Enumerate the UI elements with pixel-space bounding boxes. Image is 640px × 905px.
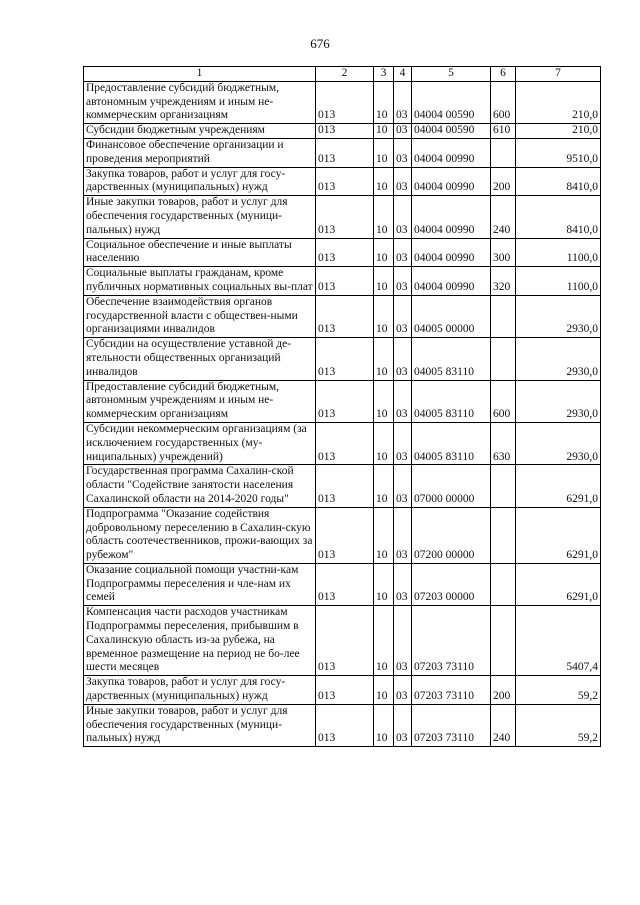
subsection-cell: 03 [394,606,412,676]
expense-type-cell [491,138,516,167]
subsection-cell: 03 [394,267,412,296]
target-article-cell: 07203 73110 [412,606,491,676]
row-name-cell: Финансовое обеспечение организации и проведения мероприятий [84,138,316,167]
column-header: 7 [516,67,601,82]
section-cell: 10 [374,81,394,123]
amount-cell: 2930,0 [516,338,601,380]
admin-code-cell: 013 [316,295,374,337]
target-article-cell: 04005 00000 [412,295,491,337]
target-article-cell: 07203 73110 [412,676,491,705]
target-article-cell: 04005 83110 [412,338,491,380]
column-header: 4 [394,67,412,82]
subsection-cell: 03 [394,196,412,238]
amount-cell: 59,2 [516,676,601,705]
amount-cell: 1100,0 [516,267,601,296]
section-cell: 10 [374,422,394,464]
target-article-cell: 04004 00990 [412,267,491,296]
section-cell: 10 [374,704,394,746]
section-cell: 10 [374,338,394,380]
row-name-cell: Закупка товаров, работ и услуг для госу-дарственных (муниципальных) нужд [84,676,316,705]
subsection-cell: 03 [394,338,412,380]
target-article-cell: 04004 00990 [412,138,491,167]
section-cell: 10 [374,138,394,167]
expense-type-cell: 600 [491,380,516,422]
subsection-cell: 03 [394,124,412,139]
expense-type-cell: 300 [491,238,516,267]
amount-cell: 210,0 [516,81,601,123]
expense-type-cell [491,606,516,676]
admin-code-cell: 013 [316,196,374,238]
row-name-cell: Предоставление субсидий бюджетным, автономным учреждениям и иным не-коммерческим организациям [84,81,316,123]
admin-code-cell: 013 [316,81,374,123]
subsection-cell: 03 [394,380,412,422]
table-row [84,81,601,123]
expense-type-cell [491,338,516,380]
section-cell: 10 [374,238,394,267]
expense-type-cell: 630 [491,422,516,464]
table-row [84,338,601,380]
target-article-cell: 04004 00990 [412,238,491,267]
expense-type-cell [491,295,516,337]
amount-cell: 8410,0 [516,167,601,196]
table-row [84,138,601,167]
amount-cell: 2930,0 [516,380,601,422]
row-name-cell: Социальное обеспечение и иные выплаты населению [84,238,316,267]
row-name-cell: Закупка товаров, работ и услуг для госу-дарственных (муниципальных) нужд [84,167,316,196]
admin-code-cell: 013 [316,124,374,139]
row-name-cell: Субсидии на осуществление уставной де-ятельности общественных организаций инвалидов [84,338,316,380]
expense-type-cell: 240 [491,704,516,746]
target-article-cell: 07000 00000 [412,465,491,507]
table-row [84,563,601,605]
amount-cell: 1100,0 [516,238,601,267]
section-cell: 10 [374,676,394,705]
section-cell: 10 [374,507,394,563]
amount-cell: 210,0 [516,124,601,139]
section-cell: 10 [374,606,394,676]
row-name-cell: Оказание социальной помощи участни-кам Подпрограммы переселения и чле-нам их семей [84,563,316,605]
table-row [84,167,601,196]
target-article-cell: 04004 00990 [412,167,491,196]
admin-code-cell: 013 [316,167,374,196]
row-name-cell: Субсидии некоммерческим организациям (за исключением государственных (му-ниципальных) учреждений) [84,422,316,464]
section-cell: 10 [374,196,394,238]
admin-code-cell: 013 [316,338,374,380]
expense-type-cell: 200 [491,676,516,705]
row-name-cell: Компенсация части расходов участникам Подпрограммы переселения, прибывшим в Сахалинскую область из-за рубежа, на временное размещение на период не бо-лее шести месяцев [84,606,316,676]
budget-table [83,66,601,747]
column-header: 2 [316,67,374,82]
table-row [84,465,601,507]
admin-code-cell: 013 [316,563,374,605]
table-row [84,295,601,337]
section-cell: 10 [374,267,394,296]
table-row [84,196,601,238]
table-row [84,507,601,563]
admin-code-cell: 013 [316,507,374,563]
amount-cell: 59,2 [516,704,601,746]
section-cell: 10 [374,124,394,139]
row-name-cell: Иные закупки товаров, работ и услуг для обеспечения государственных (муници-пальных) нужд [84,196,316,238]
subsection-cell: 03 [394,167,412,196]
target-article-cell: 04005 83110 [412,380,491,422]
table-header-row [84,67,601,82]
subsection-cell: 03 [394,563,412,605]
expense-type-cell: 600 [491,81,516,123]
section-cell: 10 [374,563,394,605]
amount-cell: 6291,0 [516,563,601,605]
subsection-cell: 03 [394,676,412,705]
admin-code-cell: 013 [316,606,374,676]
section-cell: 10 [374,465,394,507]
row-name-cell: Социальные выплаты гражданам, кроме публичных нормативных социальных вы-плат [84,267,316,296]
admin-code-cell: 013 [316,465,374,507]
subsection-cell: 03 [394,295,412,337]
section-cell: 10 [374,380,394,422]
admin-code-cell: 013 [316,676,374,705]
target-article-cell: 04004 00590 [412,124,491,139]
amount-cell: 2930,0 [516,422,601,464]
target-article-cell: 04005 83110 [412,422,491,464]
admin-code-cell: 013 [316,380,374,422]
table-row [84,124,601,139]
amount-cell: 9510,0 [516,138,601,167]
page-number: 676 [310,36,330,51]
column-header: 6 [491,67,516,82]
amount-cell: 8410,0 [516,196,601,238]
target-article-cell: 07203 73110 [412,704,491,746]
column-header: 1 [84,67,316,82]
table-row [84,676,601,705]
amount-cell: 2930,0 [516,295,601,337]
target-article-cell: 07203 00000 [412,563,491,605]
row-name-cell: Обеспечение взаимодействия органов государственной власти с обществен-ными организациями инвалидов [84,295,316,337]
expense-type-cell: 320 [491,267,516,296]
section-cell: 10 [374,167,394,196]
subsection-cell: 03 [394,422,412,464]
admin-code-cell: 013 [316,238,374,267]
admin-code-cell: 013 [316,267,374,296]
subsection-cell: 03 [394,465,412,507]
subsection-cell: 03 [394,81,412,123]
table-row [84,238,601,267]
target-article-cell: 07200 00000 [412,507,491,563]
subsection-cell: 03 [394,138,412,167]
column-header: 5 [412,67,491,82]
table-row [84,704,601,746]
subsection-cell: 03 [394,507,412,563]
column-header: 3 [374,67,394,82]
expense-type-cell [491,563,516,605]
table-row [84,422,601,464]
table-row [84,380,601,422]
amount-cell: 5407,4 [516,606,601,676]
admin-code-cell: 013 [316,704,374,746]
expense-type-cell: 200 [491,167,516,196]
target-article-cell: 04004 00990 [412,196,491,238]
expense-type-cell [491,465,516,507]
expense-type-cell [491,507,516,563]
row-name-cell: Субсидии бюджетным учреждениям [84,124,316,139]
admin-code-cell: 013 [316,138,374,167]
amount-cell: 6291,0 [516,507,601,563]
subsection-cell: 03 [394,704,412,746]
expense-type-cell: 240 [491,196,516,238]
target-article-cell: 04004 00590 [412,81,491,123]
subsection-cell: 03 [394,238,412,267]
section-cell: 10 [374,295,394,337]
table-row [84,267,601,296]
table-row [84,606,601,676]
row-name-cell: Предоставление субсидий бюджетным, автономным учреждениям и иным не-коммерческим организациям [84,380,316,422]
amount-cell: 6291,0 [516,465,601,507]
admin-code-cell: 013 [316,422,374,464]
row-name-cell: Иные закупки товаров, работ и услуг для обеспечения государственных (муници-пальных) нужд [84,704,316,746]
row-name-cell: Государственная программа Сахалин-ской области "Содействие занятости населения Сахалинской области на 2014-2020 годы" [84,465,316,507]
row-name-cell: Подпрограмма "Оказание содействия добровольному переселению в Сахалин-скую область соотечественников, прожи-вающих за рубежом" [84,507,316,563]
expense-type-cell: 610 [491,124,516,139]
